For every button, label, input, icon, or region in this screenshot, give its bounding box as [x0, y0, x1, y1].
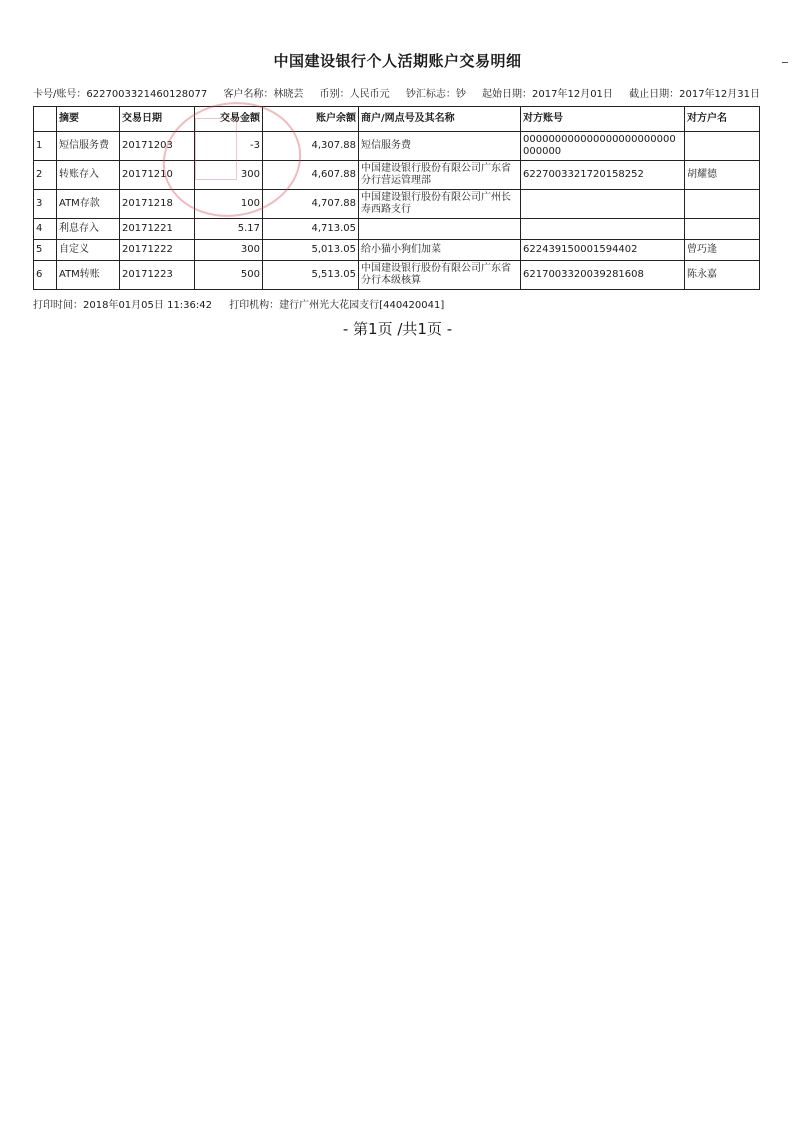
row-counter-name: 陈永嘉 [685, 261, 760, 290]
row-counter-name [685, 190, 760, 219]
header-balance: 账户余额 [263, 107, 359, 132]
table-row [34, 240, 760, 261]
row-date: 20171223 [120, 261, 195, 290]
row-amount: -3 [195, 132, 263, 161]
row-counter-account: 622439150001594402 [521, 240, 685, 261]
header-merchant: 商户/网点号及其名称 [359, 107, 521, 132]
card-number: 卡号/账号：6227003321460128077 [33, 89, 208, 100]
header-summary: 摘要 [57, 107, 120, 132]
customer-name: 客户名称：林晓芸 [223, 89, 304, 100]
row-amount: 5.17 [195, 219, 263, 240]
row-amount: 300 [195, 240, 263, 261]
header-amount: 交易金额 [195, 107, 263, 132]
header-counter-account: 对方账号 [521, 107, 685, 132]
row-merchant: 短信服务费 [359, 132, 521, 161]
row-merchant: 中国建设银行股份有限公司广东省分行营运管理部 [359, 161, 521, 190]
row-counter-account: 6227003321720158252 [521, 161, 685, 190]
row-index: 4 [34, 219, 57, 240]
row-summary: 转账存入 [57, 161, 120, 190]
row-date: 20171221 [120, 219, 195, 240]
print-organization: 打印机构：建行广州光大花园支行[440420041] [229, 300, 445, 311]
start-date: 起始日期：2017年12月01日 [482, 89, 613, 100]
row-merchant [359, 219, 521, 240]
row-amount: 300 [195, 161, 263, 190]
table-header-row [34, 107, 760, 132]
header-index [34, 107, 57, 132]
row-merchant: 给小猫小狗们加菜 [359, 240, 521, 261]
row-counter-account [521, 190, 685, 219]
table-row [34, 261, 760, 290]
end-date: 截止日期：2017年12月31日 [629, 89, 761, 100]
header-counter-name: 对方户名 [685, 107, 760, 132]
row-balance: 4,713.05 [263, 219, 359, 240]
cash-flag: 钞汇标志：钞 [405, 89, 466, 100]
row-index: 6 [34, 261, 57, 290]
print-footer [33, 296, 458, 311]
table-row [34, 219, 760, 240]
row-date: 20171210 [120, 161, 195, 190]
row-amount: 500 [195, 261, 263, 290]
header-date: 交易日期 [120, 107, 195, 132]
account-meta [33, 85, 773, 100]
row-balance: 4,607.88 [263, 161, 359, 190]
row-counter-account [521, 219, 685, 240]
row-counter-name: 胡耀德 [685, 161, 760, 190]
row-index: 5 [34, 240, 57, 261]
row-summary: 利息存入 [57, 219, 120, 240]
row-amount: 100 [195, 190, 263, 219]
row-balance: 5,013.05 [263, 240, 359, 261]
page-number: - 第1页 /共1页 - [342, 320, 453, 338]
row-counter-account: 000000000000000000000000000000 [521, 132, 685, 161]
row-summary: ATM转账 [57, 261, 120, 290]
row-date: 20171222 [120, 240, 195, 261]
row-summary: 短信服务费 [57, 132, 120, 161]
currency: 币别：人民币元 [319, 89, 390, 100]
row-index: 2 [34, 161, 57, 190]
row-balance: 4,307.88 [263, 132, 359, 161]
row-date: 20171218 [120, 190, 195, 219]
row-counter-name [685, 219, 760, 240]
transaction-table [33, 106, 760, 290]
row-counter-name [685, 132, 760, 161]
row-balance: 5,513.05 [263, 261, 359, 290]
row-index: 3 [34, 190, 57, 219]
row-counter-account: 6217003320039281608 [521, 261, 685, 290]
row-summary: ATM存款 [57, 190, 120, 219]
print-time: 打印时间：2018年01月05日 11:36:42 [33, 300, 212, 311]
row-balance: 4,707.88 [263, 190, 359, 219]
row-date: 20171203 [120, 132, 195, 161]
document-title: 中国建设银行个人活期账户交易明细 [273, 52, 522, 70]
row-summary: 自定义 [57, 240, 120, 261]
table-row [34, 132, 760, 161]
row-merchant: 中国建设银行股份有限公司广州长寿西路支行 [359, 190, 521, 219]
row-counter-name: 曾巧逢 [685, 240, 760, 261]
row-index: 1 [34, 132, 57, 161]
table-row [34, 190, 760, 219]
table-row [34, 161, 760, 190]
row-merchant: 中国建设银行股份有限公司广东省分行本级核算 [359, 261, 521, 290]
